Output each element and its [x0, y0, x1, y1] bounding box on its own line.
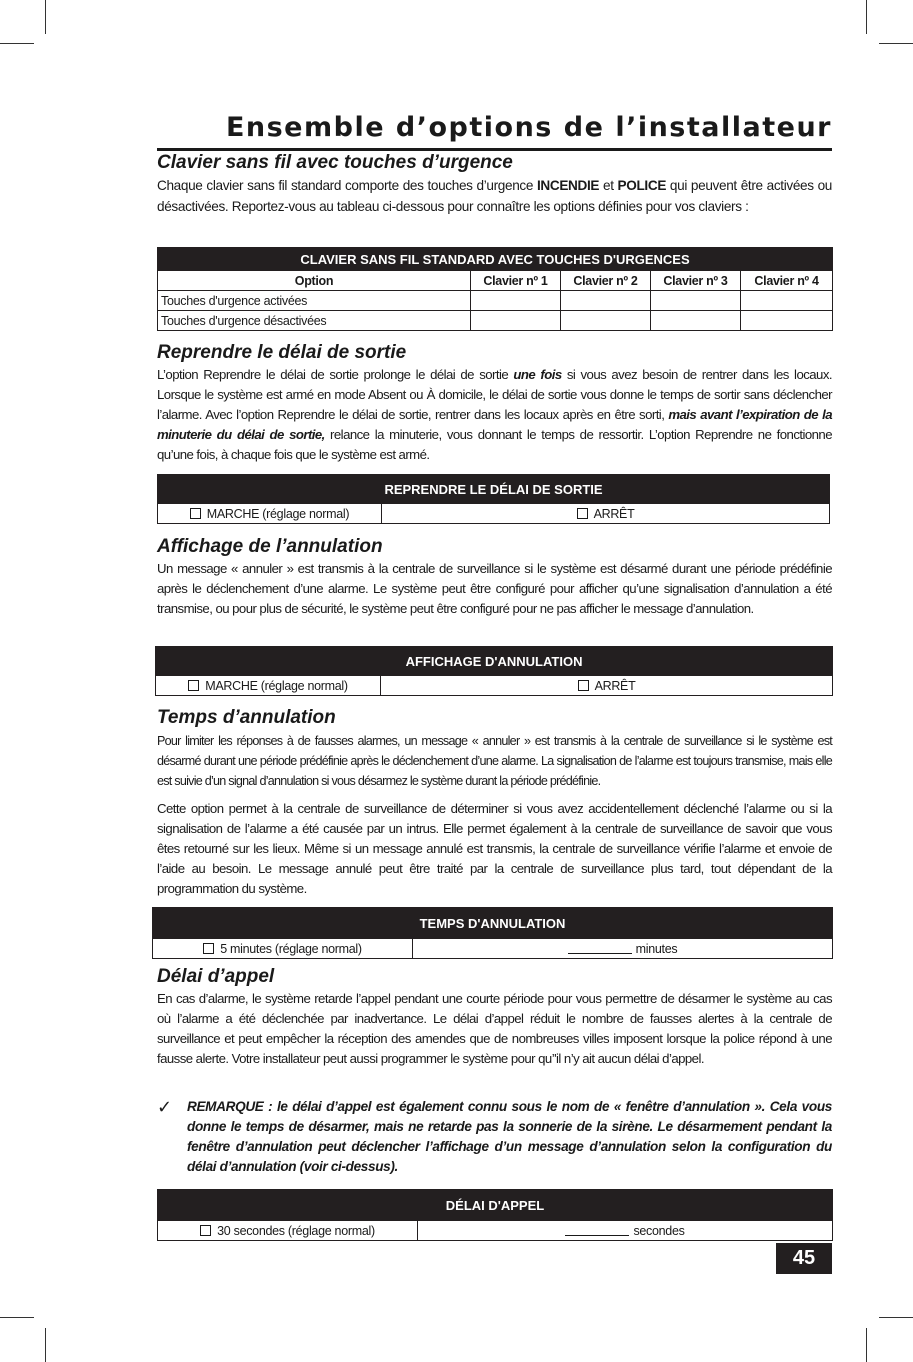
option-label: 30 secondes (réglage normal): [217, 1223, 375, 1238]
clavier-table: [157, 247, 833, 331]
option-label: ARRÊT: [593, 506, 635, 521]
text-bold-italic: mais avant l’expiration de la minuterie du délai de sortie,: [157, 407, 832, 442]
crop-mark: [866, 1328, 867, 1362]
option-marche[interactable]: [156, 676, 381, 696]
option-default[interactable]: [158, 1221, 418, 1241]
page-title: Ensemble d’options de l’installateur: [225, 112, 832, 143]
col-header-option: Option: [158, 271, 471, 291]
table-title: REPRENDRE LE DÉLAI DE SORTIE: [158, 475, 830, 504]
option-arret[interactable]: [381, 676, 833, 696]
option-label: ARRÊT: [594, 678, 636, 693]
option-marche[interactable]: [158, 504, 382, 524]
section-heading: Temps d’annulation: [157, 707, 336, 728]
crop-mark: [0, 43, 34, 44]
option-arret[interactable]: [382, 504, 830, 524]
section-heading: Reprendre le délai de sortie: [157, 342, 407, 363]
table-row: [158, 311, 833, 331]
text-run: si vous avez besoin de rentrer dans les locaux. Lorsque le système est armé en mode Absent ou À domicile, le délai de sortie vous donne le temps de sortir sans déclencher l’alarme. Avec l’option Reprendre le délai de sortie, rentrer dans les locaux après en être sorti,: [157, 367, 832, 422]
table-cell[interactable]: [561, 311, 651, 331]
col-header-clavier-3: Clavier nº 3: [651, 271, 741, 291]
table-title: CLAVIER SANS FIL STANDARD AVEC TOUCHES D'URGENCES: [158, 248, 833, 271]
table-title: TEMPS D'ANNULATION: [153, 908, 833, 939]
row-label: Touches d'urgence désactivées: [158, 311, 471, 331]
table-title: DÉLAI D'APPEL: [158, 1190, 833, 1221]
section-paragraph: En cas d’alarme, le système retarde l’appel pendant une courte période pour vous permettre de désarmer le système au cas où l’alarme a été déclenchée par inadvertance. Le délai d’appel réduit le nombre de fausses alertes à la centrale de surveillance et peut empêcher la réception des amendes que de nombreuses villes imposent lorsque la police répond à une fausse alerte. Votre installateur peut aussi programmer le système pour qu’'il n’y ait aucun délai d’appel.: [157, 991, 832, 1066]
option-label: MARCHE (réglage normal): [205, 678, 348, 693]
checkbox-icon[interactable]: [203, 943, 214, 954]
unit-label: minutes: [635, 942, 678, 956]
table-row: [158, 291, 833, 311]
text-run: relance la minuterie, vous donnant le temps de ressortir. L’option Reprendre ne fonctionne qu’une fois, à chaque fois que le système est armé.: [157, 427, 832, 462]
section-reprendre: [157, 342, 832, 465]
section-delai-appel: [157, 966, 832, 1069]
temps-table: [152, 907, 833, 959]
text-bold: POLICE: [617, 178, 667, 193]
section-paragraph: Cette option permet à la centrale de surveillance de déterminer si vous avez accidentellement déclenché l’alarme ou si la signalisation de l’alarme a été causée par un intrus. Elle permet également à la centrale de surveillance de savoir que vous êtes retourné sur les lieux. Même si un message annulé est transmis, la centrale de surveillance vérifie l’alarme et envoie de l’aide au besoin. Le message annulé peut être traité par la centrale de surveillance plus tard, tout dépendant de la programmation du système.: [157, 801, 832, 896]
table-cell[interactable]: [741, 291, 833, 311]
table-title: AFFICHAGE D'ANNULATION: [156, 647, 833, 676]
section-clavier: [157, 152, 832, 217]
section-heading: Délai d’appel: [157, 966, 275, 987]
blank-field[interactable]: [568, 941, 632, 954]
affichage-table: [155, 646, 833, 696]
section-paragraph: Pour limiter les réponses à de fausses alarmes, un message « annuler » est transmis à la centrale de surveillance si le système est désarmé durant une période prédéfinie après le déclenchement d’une alarme. La signalisation de l’alarme est toujours transmise, mais elle est suivie d’un signal d’annulation si vous désarmez le système durant la période prédéfinie.: [157, 734, 832, 788]
col-header-clavier-1: Clavier nº 1: [471, 271, 561, 291]
page-number: 45: [776, 1243, 832, 1274]
section-affichage: [157, 536, 832, 619]
crop-mark: [0, 1317, 34, 1318]
option-label: MARCHE (réglage normal): [206, 506, 350, 521]
section-temps: [157, 707, 832, 899]
text-run: L’option Reprendre le délai de sortie prolonge le délai de sortie: [157, 367, 514, 382]
col-header-clavier-4: Clavier nº 4: [741, 271, 833, 291]
checkbox-icon[interactable]: [190, 508, 201, 519]
section-heading: Affichage de l’annulation: [157, 536, 383, 557]
text-run: Chaque clavier sans fil standard comporte des touches d’urgence: [157, 178, 537, 193]
crop-mark: [879, 43, 913, 44]
table-cell[interactable]: [561, 291, 651, 311]
section-paragraph: Un message « annuler » est transmis à la centrale de surveillance si le système est désarmé durant une période prédéfinie après le déclenchement d’une alarme. Le système peut être configuré pour afficher qu’une signalisation d’annulation a été transmise, ou pour plus de sécurité, le système peut être configuré pour ne pas afficher le message d’annulation.: [157, 561, 832, 616]
table-cell[interactable]: [471, 291, 561, 311]
crop-mark: [879, 1317, 913, 1318]
unit-label: secondes: [633, 1224, 685, 1238]
blank-field[interactable]: [565, 1223, 629, 1236]
option-custom[interactable]: [418, 1221, 833, 1241]
table-cell[interactable]: [651, 311, 741, 331]
table-cell[interactable]: [741, 311, 833, 331]
col-header-clavier-2: Clavier nº 2: [561, 271, 651, 291]
crop-mark: [866, 0, 867, 34]
table-cell[interactable]: [471, 311, 561, 331]
text-bold: INCENDIE: [536, 178, 600, 193]
checkbox-icon[interactable]: [577, 508, 588, 519]
option-label: 5 minutes (réglage normal): [220, 941, 362, 956]
crop-mark: [45, 0, 46, 34]
row-label: Touches d'urgence activées: [158, 291, 471, 311]
checkbox-icon[interactable]: [200, 1225, 211, 1236]
option-custom[interactable]: [413, 939, 833, 959]
title-rule: [157, 148, 832, 151]
checkbox-icon[interactable]: [188, 680, 199, 691]
crop-mark: [45, 1328, 46, 1362]
delai-appel-table: [157, 1189, 833, 1241]
reprendre-table: [157, 474, 830, 524]
checkbox-icon[interactable]: [578, 680, 589, 691]
table-cell[interactable]: [651, 291, 741, 311]
text-bold-italic: une fois: [513, 367, 562, 382]
text-run: qui peuvent être activées ou désactivées. Reportez-vous au tableau ci-dessous pour connaître les options définies pour vos claviers :: [157, 178, 832, 214]
note-text: REMARQUE : le délai d’appel est également connu sous le nom de « fenêtre d’annulation ». Cela vous donne le temps de désarmer, mais ne retarde pas la sonnerie de la sirène. Le désarmement pendant la fenêtre d’annulation peut déclencher l’affichage d’un message d’annulation selon la configuration du délai d’annulation (voir ci-dessus).: [187, 1099, 832, 1174]
option-default[interactable]: [153, 939, 413, 959]
section-paragraph: [157, 176, 832, 217]
checkmark-icon: ✓: [157, 1097, 173, 1117]
section-heading: Clavier sans fil avec touches d’urgence: [157, 152, 513, 173]
text-run: et: [599, 178, 618, 193]
section-paragraph: [157, 365, 832, 465]
note-remarque: [157, 1097, 832, 1177]
